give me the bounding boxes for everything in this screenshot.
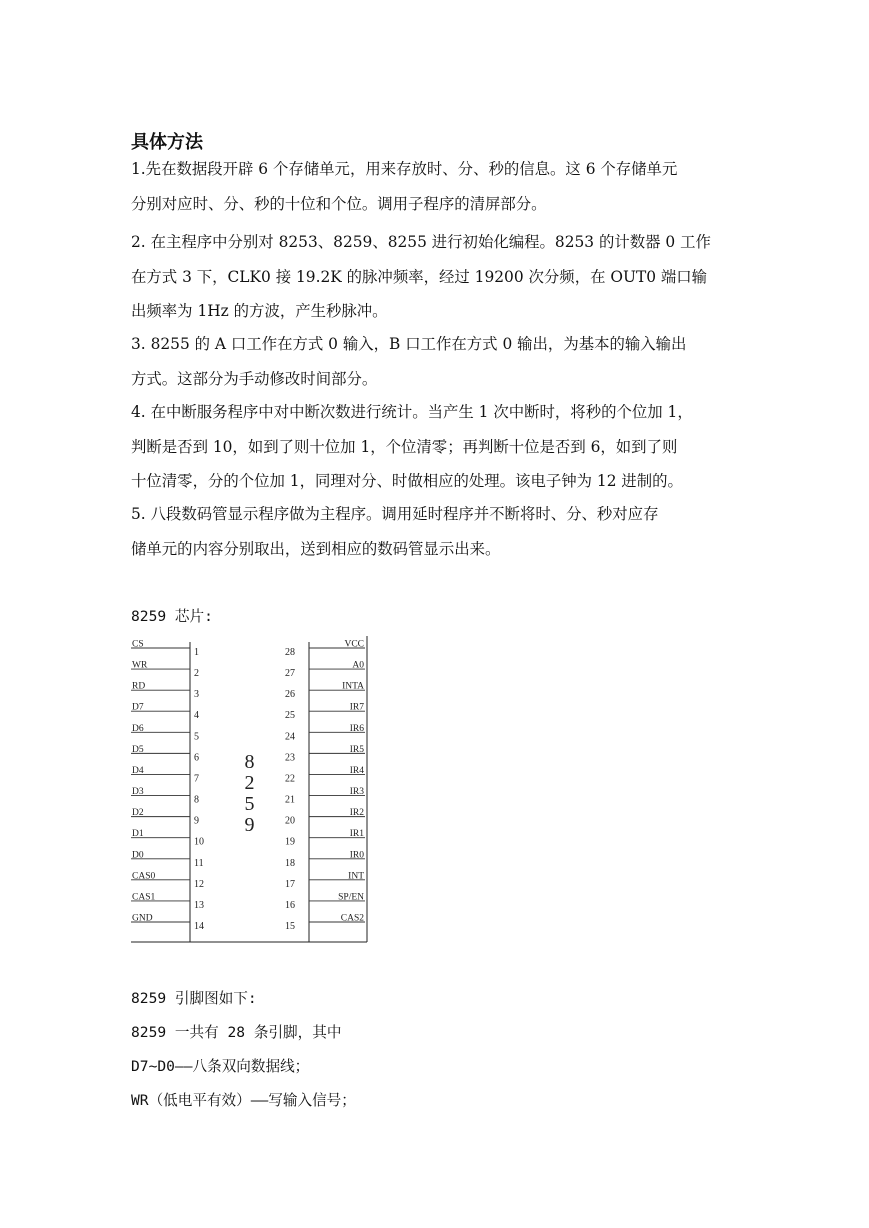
paragraph-line: 在方式 3 下，CLK0 接 19.2K 的脉冲频率，经过 19200 次分频，在 OUT0 端口输 (131, 267, 708, 286)
paragraph-3 (131, 327, 741, 396)
paragraph-5 (131, 497, 741, 566)
paragraph-line: 3. 8255 的 A 口工作在方式 0 输入，B 口工作在方式 0 输出，为基本的输入输出 (131, 335, 687, 353)
left-pin-number: 1 (194, 647, 199, 658)
left-pin-label: D1 (132, 829, 144, 840)
left-pin-number: 6 (194, 752, 199, 764)
right-pin-number: 28 (285, 647, 295, 658)
right-pin-number: 27 (285, 668, 295, 680)
paragraph-line: 出频率为 1Hz 的方波，产生秒脉冲。 (131, 302, 388, 320)
right-pin-label: A0 (352, 660, 364, 671)
right-pin-label: VCC (344, 639, 364, 650)
left-pin-number: 9 (194, 815, 199, 827)
right-pin-number: 15 (285, 921, 295, 932)
left-pin-label: RD (132, 681, 146, 692)
left-pin-number: 3 (194, 689, 199, 701)
right-pin-number: 26 (285, 689, 295, 701)
right-pin-number: 19 (285, 836, 295, 848)
paragraph-4 (131, 395, 741, 499)
paragraph-line: 分别对应时、分、秒的十位和个位。调用子程序的清屏部分。 (131, 194, 547, 213)
paragraph-line: 4. 在中断服务程序中对中断次数进行统计。当产生 1 次中断时，将秒的个位加 1， (131, 403, 693, 421)
paragraph-line: 储单元的内容分别取出，送到相应的数码管显示出来。 (131, 539, 501, 558)
right-pin-number: 17 (285, 878, 295, 890)
right-pin-label: IR2 (349, 808, 364, 819)
pin-line: D7~D0——八条双向数据线； (131, 1058, 310, 1075)
right-pin-number: 24 (285, 731, 295, 743)
left-pin-label: D2 (132, 808, 144, 819)
left-pin-label: D4 (132, 765, 144, 776)
left-pin-label: WR (132, 660, 148, 671)
left-pin-number: 14 (194, 921, 204, 932)
right-pin-label: INTA (342, 681, 364, 692)
paragraph-line: 方式。这部分为手动修改时间部分。 (131, 369, 378, 388)
paragraph-line: 十位清零，分的个位加 1，同理对分、时做相应的处理。该电子钟为 12 进制的。 (131, 472, 683, 490)
paragraph-line: 2. 在主程序中分别对 8253、8259、8255 进行初始化编程。8253 的计数器 0 工作 (131, 233, 711, 251)
left-pin-label: GND (132, 913, 153, 924)
section-title: 具体方法 (131, 132, 203, 153)
right-pin-label: IR1 (349, 829, 364, 840)
left-pin-label: D3 (132, 787, 144, 798)
left-pin-number: 11 (194, 857, 204, 869)
right-pin-number: 22 (285, 773, 295, 785)
left-pin-number: 13 (194, 899, 204, 911)
right-pin-label: IR4 (349, 765, 364, 776)
chip-name-digit: 5 (244, 793, 255, 815)
left-pin-label: D5 (132, 744, 144, 755)
left-pin-number: 8 (194, 794, 199, 806)
left-pin-number: 7 (194, 773, 199, 785)
paragraph-line: 5. 八段数码管显示程序做为主程序。调用延时程序并不断将时、分、秒对应存 (131, 505, 659, 523)
right-pin-label: IR7 (349, 702, 364, 713)
left-pin-label: CAS0 (132, 871, 156, 882)
right-pin-label: IR0 (349, 850, 364, 861)
paragraph-2 (131, 225, 741, 329)
left-pin-number: 10 (194, 836, 204, 848)
chip-name-digit: 2 (244, 772, 255, 794)
right-pin-number: 18 (285, 857, 295, 869)
paragraph-line: 判断是否到 10，如到了则十位加 1，个位清零；再判断十位是否到 6，如到了则 (131, 437, 678, 456)
left-pin-label: D6 (132, 723, 144, 734)
right-pin-number: 21 (285, 794, 295, 806)
chip-caption: 8259 芯片: (131, 608, 213, 625)
left-pin-number: 4 (194, 710, 199, 722)
left-pin-label: D7 (132, 702, 144, 713)
paragraph-line: 1.先在数据段开辟 6 个存储单元，用来存放时、分、秒的信息。这 6 个存储单元 (131, 160, 678, 178)
right-pin-number: 23 (285, 752, 295, 764)
pin-line: 8259 一共有 28 条引脚，其中 (131, 1024, 342, 1041)
pin-intro: 8259 引脚图如下: (131, 990, 257, 1007)
chip-pinout-diagram (131, 636, 371, 946)
pin-line: WR（低电平有效）——写输入信号； (131, 1092, 356, 1109)
left-pin-number: 5 (194, 731, 199, 743)
right-pin-number: 16 (285, 899, 295, 911)
right-pin-label: IR6 (349, 723, 364, 734)
right-pin-number: 25 (285, 710, 295, 722)
right-pin-number: 20 (285, 815, 295, 827)
right-pin-label: IR5 (349, 744, 364, 755)
left-pin-label: CAS1 (132, 892, 156, 903)
right-pin-label: INT (348, 871, 364, 882)
left-pin-label: CS (132, 639, 144, 650)
left-pin-number: 2 (194, 668, 199, 680)
left-pin-number: 12 (194, 878, 204, 890)
chip-name-digit: 8 (244, 751, 255, 773)
paragraph-1 (131, 152, 741, 221)
left-pin-label: D0 (132, 850, 144, 861)
right-pin-label: IR3 (349, 787, 364, 798)
chip-name-digit: 9 (244, 814, 255, 836)
right-pin-label: CAS2 (340, 913, 364, 924)
right-pin-label: SP/EN (338, 892, 364, 903)
